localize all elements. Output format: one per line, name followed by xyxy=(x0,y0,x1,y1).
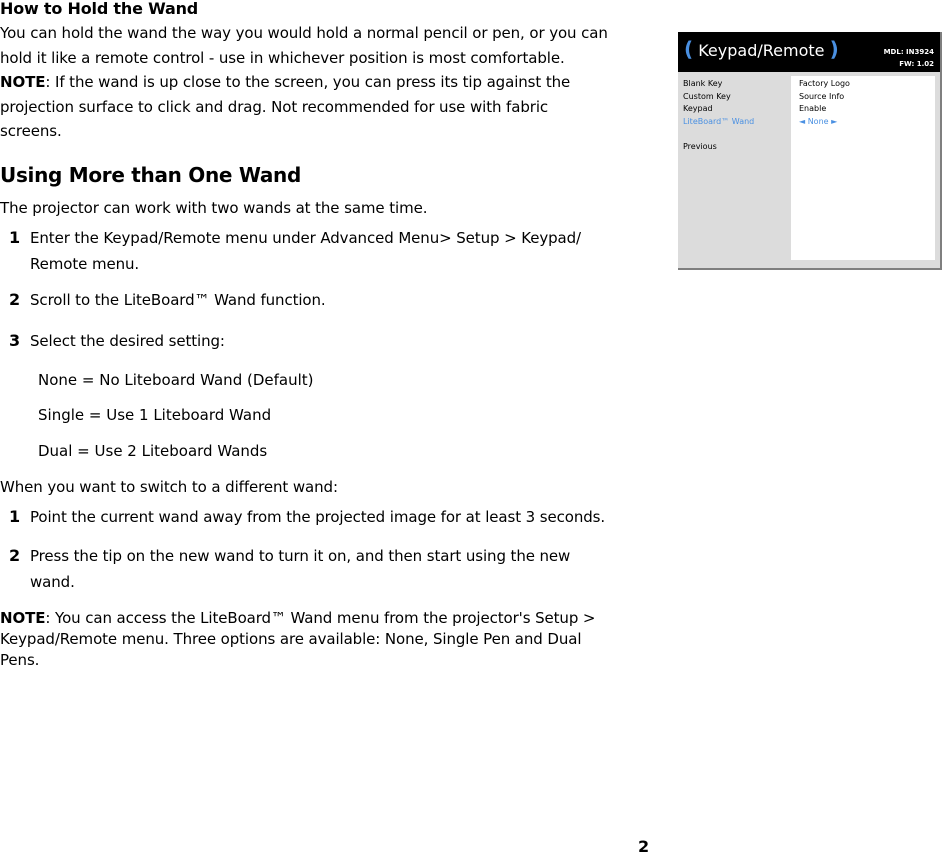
osd-values-panel xyxy=(791,76,935,260)
osd-value-liteboard-wand[interactable]: ◄ None ► xyxy=(799,116,838,126)
osd-item-liteboard-wand[interactable]: LiteBoard™ Wand xyxy=(683,116,755,126)
step-text: Press the tip on the new wand to turn it on, and then start using the new xyxy=(30,547,571,565)
paragraph-line: hold it like a remote control - use in whichever position is most comfortable. xyxy=(0,48,565,67)
note-line xyxy=(0,70,632,95)
step-number: 2 xyxy=(9,290,21,309)
step-text: Select the desired setting: xyxy=(30,332,225,350)
note-label: NOTE xyxy=(0,609,46,627)
step-3 xyxy=(0,328,632,354)
osd-value-keypad: Enable xyxy=(799,104,827,113)
step-number: 2 xyxy=(9,546,21,565)
osd-title-bracket-close: ) xyxy=(829,37,839,61)
osd-item-custom-key[interactable]: Custom Key xyxy=(683,91,731,101)
option-single: Single = Use 1 Liteboard Wand xyxy=(38,406,272,424)
step-text: Scroll to the LiteBoard™ Wand function. xyxy=(30,291,326,309)
osd-values-list xyxy=(799,78,850,128)
osd-value-blank-key: Factory Logo xyxy=(799,79,850,88)
heading-more-than-one-wand: Using More than One Wand xyxy=(0,163,302,187)
step-text: wand. xyxy=(30,573,75,591)
osd-menu-list xyxy=(683,78,791,153)
osd-item-keypad[interactable]: Keypad xyxy=(683,104,713,113)
note-label: NOTE xyxy=(0,73,46,91)
heading-hold-wand: How to Hold the Wand xyxy=(0,0,199,18)
note-line: projection surface to click and drag. Not recommended for use with fabric xyxy=(0,97,549,116)
osd-header xyxy=(678,32,940,72)
page-number: 2 xyxy=(638,837,650,856)
osd-menu-panel xyxy=(678,32,940,268)
osd-title-bracket-open: ( xyxy=(684,37,694,61)
option-dual: Dual = Use 2 Liteboard Wands xyxy=(38,442,268,460)
osd-item-previous[interactable]: Previous xyxy=(683,141,717,151)
hold-wand-paragraph xyxy=(0,21,632,144)
step-text: Point the current wand away from the projected image for at least 3 seconds. xyxy=(30,508,606,526)
osd-item-blank-key[interactable]: Blank Key xyxy=(683,79,723,88)
switch-intro: When you want to switch to a different wand: xyxy=(0,478,338,496)
osd-spacer xyxy=(683,128,791,141)
note-line xyxy=(0,608,632,629)
step-2 xyxy=(0,287,632,313)
osd-firmware-label: FW: 1.02 xyxy=(899,60,934,68)
note-line: Keypad/Remote menu. Three options are available: None, Single Pen and Dual xyxy=(0,630,582,648)
note-line: Pens. xyxy=(0,651,40,669)
osd-title-text: Keypad/Remote xyxy=(698,41,825,60)
step-number: 1 xyxy=(9,507,21,526)
option-none: None = No Liteboard Wand (Default) xyxy=(38,371,314,389)
step-text: Enter the Keypad/Remote menu under Advanced Menu> Setup > Keypad/ xyxy=(30,229,581,247)
note-paragraph xyxy=(0,608,632,671)
osd-title xyxy=(684,39,839,61)
note-text: : You can access the LiteBoard™ Wand menu from the projector's Setup > xyxy=(45,609,596,627)
osd-value-custom-key: Source Info xyxy=(799,91,845,101)
note-line: screens. xyxy=(0,122,62,140)
step-text: Remote menu. xyxy=(30,255,140,273)
osd-model-label: MDL: IN3924 xyxy=(883,48,934,56)
step-number: 1 xyxy=(9,228,21,247)
step-1 xyxy=(0,225,632,277)
step-number: 3 xyxy=(9,331,21,350)
intro-text: The projector can work with two wands at the same time. xyxy=(0,199,428,217)
switch-step-1 xyxy=(0,504,632,530)
osd-menu-figure xyxy=(678,32,942,270)
switch-step-2 xyxy=(0,543,632,595)
note-text: : If the wand is up close to the screen, you can press its tip against the xyxy=(45,73,571,91)
paragraph-line: You can hold the wand the way you would hold a normal pencil or pen, or you can xyxy=(0,24,608,42)
